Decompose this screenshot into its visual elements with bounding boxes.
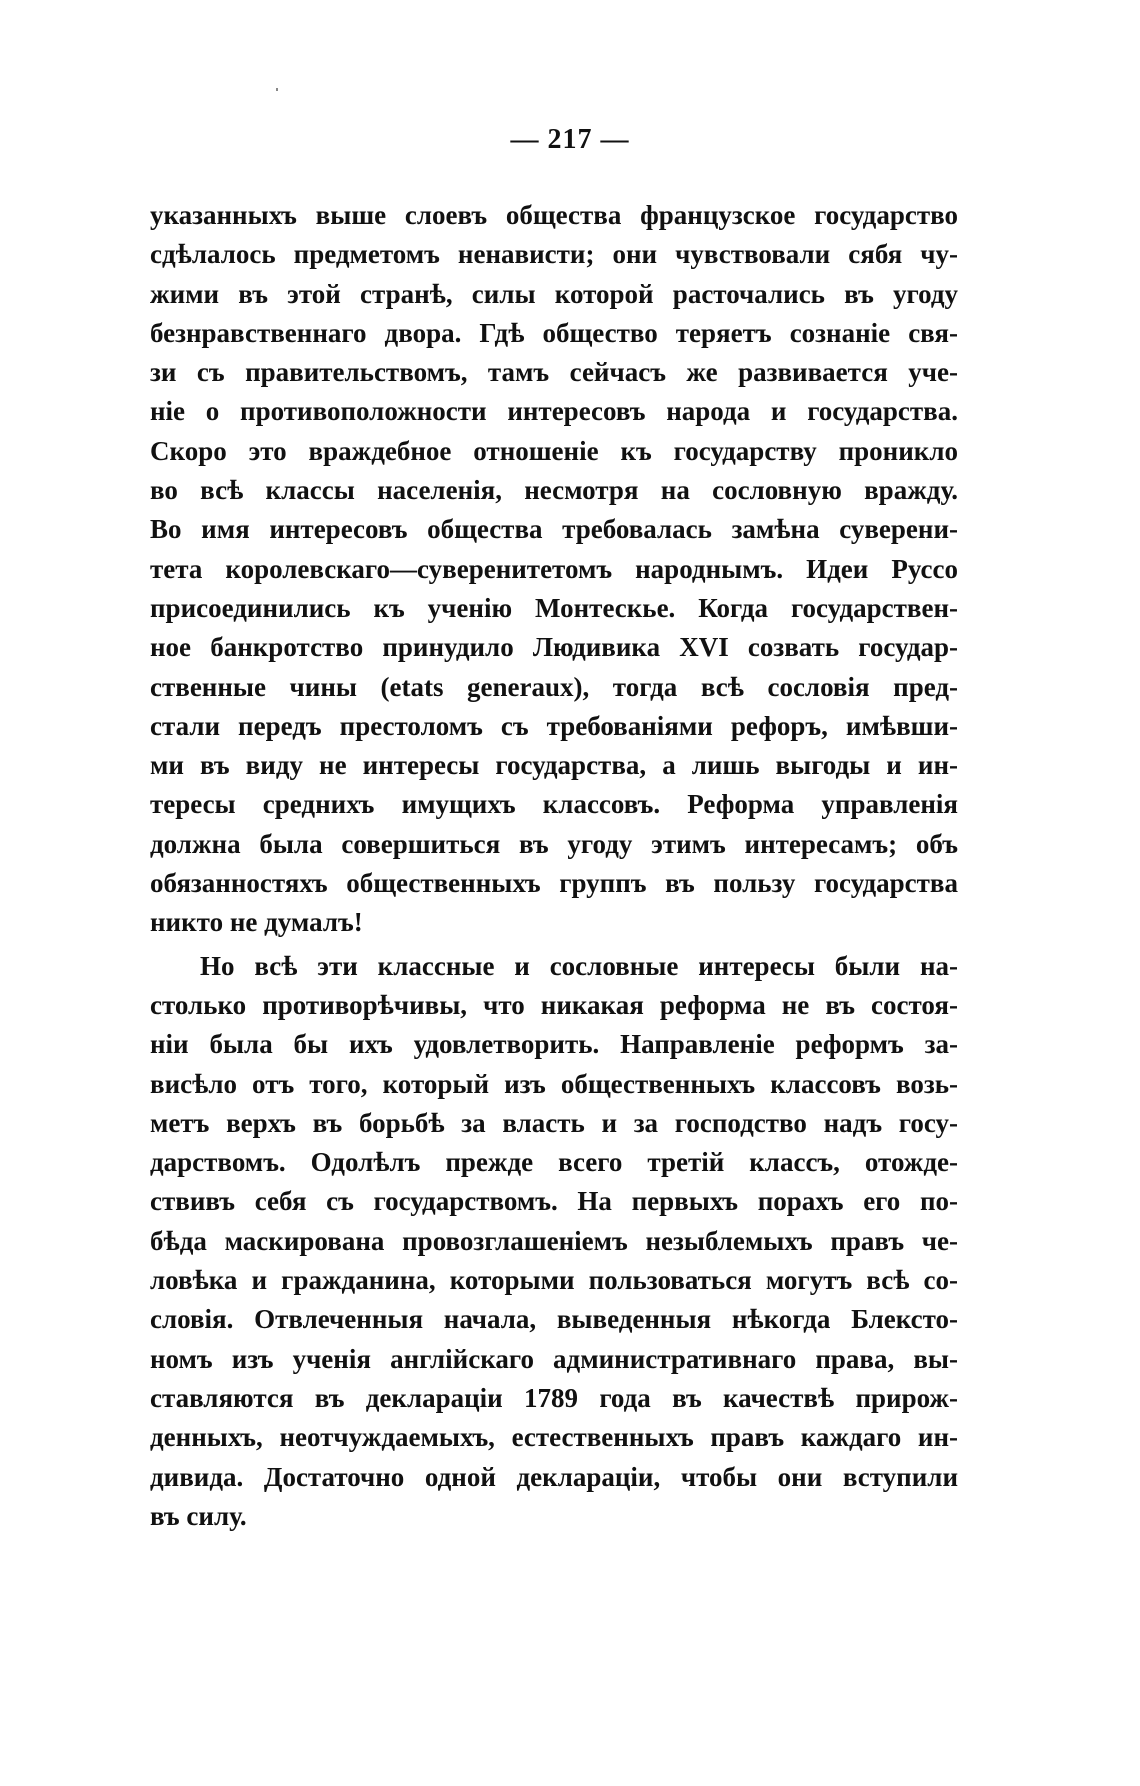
text-line: номъ изъ ученія англійскаго административнаго права, вы- xyxy=(150,1343,958,1374)
text-line: тересы среднихъ имущихъ классовъ. Реформа управленія xyxy=(150,789,958,820)
page-number: — 217 — xyxy=(510,124,630,155)
paragraph-2 xyxy=(150,947,958,1536)
text-line: ми въ виду не интересы государства, а лишь выгоды и ин- xyxy=(150,750,958,781)
paper-speck xyxy=(276,88,278,91)
text-line: денныхъ, неотчуждаемыхъ, естественныхъ правъ каждаго ин- xyxy=(150,1422,958,1453)
text-line: зи съ правительствомъ, тамъ сейчасъ же развивается уче- xyxy=(150,357,958,388)
text-line: во всѣ классы населенія, несмотря на сословную вражду. xyxy=(150,475,958,506)
text-line: стали передъ престоломъ съ требованіями рефоръ, имѣвши- xyxy=(150,710,958,741)
text-line: Во имя интересовъ общества требовалась замѣна суверени- xyxy=(150,514,958,545)
text-line: метъ верхъ въ борьбѣ за власть и за господство надъ госу- xyxy=(150,1107,958,1138)
text-line: висѣло отъ того, который изъ общественныхъ классовъ возь- xyxy=(150,1068,958,1099)
text-line: ствивъ себя съ государствомъ. На первыхъ порахъ его по- xyxy=(150,1186,958,1217)
text-line: указанныхъ выше слоевъ общества французское государство xyxy=(150,200,958,230)
body-text xyxy=(150,196,958,1536)
text-line: присоединились къ ученію Монтескье. Когда государствен- xyxy=(150,592,958,623)
text-line: ніи была бы ихъ удовлетворить. Направленіе реформъ за- xyxy=(150,1029,958,1060)
paragraph-1 xyxy=(150,196,958,943)
text-line: сдѣлалось предметомъ ненависти; они чувствовали сябя чу- xyxy=(150,239,958,270)
text-line: ное банкротство принудило Людивика XVI созвать государ- xyxy=(150,632,958,663)
text-line: безнравственнаго двора. Гдѣ общество теряетъ сознаніе свя- xyxy=(150,317,958,348)
text-line: въ силу. xyxy=(150,1500,247,1531)
text-line: жими въ этой странѣ, силы которой расточались въ угоду xyxy=(150,278,958,309)
text-line: бѣда маскирована провозглашеніемъ незыблемыхъ правъ че- xyxy=(150,1225,958,1256)
text-line: ніе о противоположности интересовъ народа и государства. xyxy=(150,396,958,427)
text-line: дивида. Достаточно одной деклараціи, чтобы они вступили xyxy=(150,1461,958,1492)
text-line: никто не думалъ! xyxy=(150,907,363,938)
text-line: словія. Отвлеченныя начала, выведенныя нѣкогда Блексто- xyxy=(150,1304,958,1335)
text-line: ственные чины (etats generaux), тогда всѣ сословія пред- xyxy=(150,671,958,702)
text-line: Но всѣ эти классные и сословные интересы были на- xyxy=(200,950,958,981)
text-line: ловѣка и гражданина, которыми пользоваться могутъ всѣ со- xyxy=(150,1265,958,1296)
text-line: столько противорѣчивы, что никакая реформа не въ состоя- xyxy=(150,989,958,1020)
text-line: Скоро это враждебное отношеніе къ государству проникло xyxy=(150,435,958,466)
text-line: обязанностяхъ общественныхъ группъ въ пользу государства xyxy=(150,868,958,899)
text-line: дарствомъ. Одолѣлъ прежде всего третій классъ, отождe- xyxy=(150,1147,958,1178)
text-line: ставляются въ деклараціи 1789 года въ качествѣ прирож- xyxy=(150,1382,958,1413)
text-line: должна была совершиться въ угоду этимъ интересамъ; объ xyxy=(150,828,958,859)
text-line: тета королевскаго—суверенитетомъ народнымъ. Идеи Руссо xyxy=(150,553,958,584)
